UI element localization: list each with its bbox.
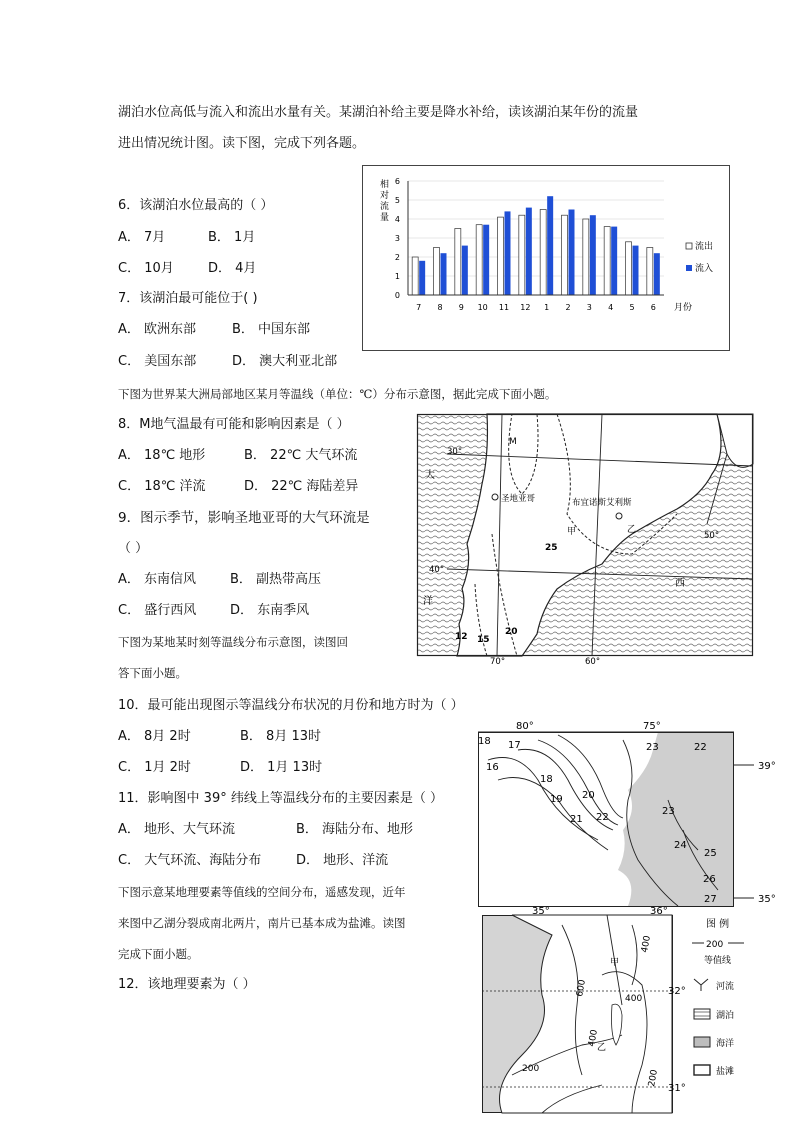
label-lat-32: 32°	[668, 986, 686, 997]
bar-outflow	[412, 257, 418, 295]
label-18b: 18	[540, 774, 553, 785]
bar-outflow	[540, 210, 546, 296]
bar-inflow	[526, 208, 532, 295]
q8-option-b[interactable]: B． 22℃ 大气环流	[244, 448, 358, 463]
intro3-line-1: 下图为某地某时刻等温线分布示意图，读图回	[118, 635, 348, 649]
label-lat-30: 30°	[447, 447, 463, 457]
q12-stem: 12．该地理要素为（ ）	[118, 977, 256, 992]
y-axis-label	[380, 178, 389, 223]
label-600: 600	[575, 978, 588, 998]
bar-inflow	[547, 196, 553, 295]
y-tick-label: 2	[394, 253, 400, 262]
bar-inflow	[441, 253, 447, 295]
label-19: 19	[550, 794, 563, 805]
legend-inflow-label: 流入	[695, 264, 714, 274]
legend-isoline-label: 等值线	[704, 956, 732, 966]
label-18: 18	[478, 736, 491, 747]
legend-title: 图 例	[706, 919, 730, 930]
legend-salt-label: 盐滩	[716, 1067, 735, 1077]
x-axis-label: 月份	[674, 303, 693, 313]
label-17: 17	[508, 740, 521, 751]
q8-stem: 8．M地气温最有可能和影响因素是（ ）	[118, 417, 350, 432]
label-xi: 西	[675, 578, 685, 589]
isotherm-map-39n	[478, 720, 794, 910]
label-lon-60: 60°	[585, 657, 601, 667]
label-iso-25: 25	[545, 543, 558, 553]
bar-inflow	[483, 225, 489, 295]
label-lon-80: 80°	[516, 721, 534, 732]
q11-option-c[interactable]: C． 大气环流、海陆分布	[118, 853, 262, 868]
legend-lake-label: 湖泊	[716, 1011, 735, 1021]
intro-line-2: 进出情况统计图。读下图，完成下列各题。	[118, 136, 366, 151]
q9-stem-paren: （ ）	[118, 541, 149, 556]
isoline-lake-map	[482, 905, 794, 1115]
legend-river-label: 河流	[716, 982, 735, 992]
bar-inflow	[611, 227, 617, 295]
q8-option-c[interactable]: C． 18℃ 洋流	[118, 479, 206, 494]
x-tick-label: 8	[437, 303, 443, 312]
label-iso-20: 20	[505, 627, 518, 637]
label-400a: 400	[640, 934, 653, 954]
legend-salt-swatch	[694, 1065, 710, 1075]
q6-stem: 6．该湖泊水位最高的（ ）	[118, 198, 274, 213]
label-400c: 400	[587, 1028, 600, 1048]
bar-outflow	[626, 242, 632, 295]
bar-outflow	[604, 227, 610, 295]
label-lon-75: 75°	[643, 721, 661, 732]
label-lat-31: 31°	[668, 1083, 686, 1094]
y-label-char: 流	[380, 202, 390, 212]
bar-inflow	[590, 215, 596, 295]
label-jia: 甲	[610, 958, 620, 968]
label-yi: 乙	[627, 525, 637, 535]
bar-inflow	[462, 246, 468, 295]
y-label-char: 量	[380, 213, 390, 223]
q11-option-b[interactable]: B． 海陆分布、地形	[296, 822, 414, 837]
intro-line-1: 湖泊水位高低与流入和流出水量有关。某湖泊补给主要是降水补给，读该湖泊某年份的流量	[118, 105, 639, 120]
y-tick-label: 4	[394, 215, 400, 224]
label-yang: 洋	[423, 596, 433, 607]
q6-option-c[interactable]: C． 10月	[118, 261, 174, 276]
legend-river-icon	[694, 979, 708, 991]
label-lat-40: 40°	[429, 565, 445, 575]
label-20: 20	[582, 790, 595, 801]
legend-value: 200	[706, 940, 724, 950]
y-label-char: 相	[380, 180, 390, 190]
label-23a: 23	[646, 742, 659, 753]
x-tick-label: 12	[520, 303, 531, 312]
x-tick-label: 7	[416, 303, 422, 312]
q7-option-c[interactable]: C． 美国东部	[118, 354, 197, 369]
q11-option-a[interactable]: A． 地形、大气环流	[118, 822, 236, 837]
label-m: M	[509, 437, 517, 447]
label-iso-15: 15	[477, 635, 490, 645]
intro4-line-3: 完成下面小题。	[118, 947, 199, 961]
label-lon-35: 35°	[532, 906, 550, 917]
label-lon-36: 36°	[650, 906, 668, 917]
label-lon-50: 50°	[704, 531, 720, 541]
bar-outflow	[519, 215, 525, 295]
x-tick-label: 5	[629, 303, 635, 312]
intro4-line-1: 下图示意某地理要素等值线的空间分布，遥感发现，近年	[118, 885, 406, 899]
x-tick-label: 10	[477, 303, 488, 312]
y-tick-label: 1	[394, 272, 400, 281]
q7-option-b[interactable]: B． 中国东部	[232, 322, 311, 337]
q10-option-b[interactable]: B． 8月 13时	[240, 729, 321, 744]
x-tick-label: 3	[586, 303, 592, 312]
intro2-text: 下图为世界某大洲局部地区某月等温线（单位：℃）分布示意图，据此完成下面小题。	[118, 387, 557, 401]
q11-stem: 11．影响图中 39° 纬线上等温线分布的主要因素是（ ）	[118, 791, 443, 806]
label-27: 27	[704, 894, 717, 905]
q7-option-a[interactable]: A． 欧洲东部	[118, 322, 197, 337]
bar-inflow	[505, 211, 511, 295]
bar-inflow	[569, 210, 575, 296]
legend-ocean-swatch	[694, 1037, 710, 1047]
label-200b: 200	[647, 1068, 660, 1088]
bar-inflow	[633, 246, 639, 295]
q8-option-d[interactable]: D． 22℃ 海陆差异	[244, 479, 359, 494]
label-22a: 22	[596, 812, 609, 823]
label-25: 25	[704, 848, 717, 859]
q10-option-a[interactable]: A． 8月 2时	[118, 729, 191, 744]
q6-option-b[interactable]: B． 1月	[208, 230, 256, 245]
y-tick-label: 0	[394, 291, 400, 300]
q9-option-a[interactable]: A． 东南信风	[118, 572, 197, 587]
x-tick-label: 6	[650, 303, 656, 312]
label-jia: 甲	[567, 527, 577, 537]
label-iso-12: 12	[455, 632, 468, 642]
bar-outflow	[455, 229, 461, 296]
x-tick-label: 9	[458, 303, 464, 312]
legend-lake-swatch	[694, 1009, 710, 1019]
label-24: 24	[674, 840, 687, 851]
x-tick-label: 1	[544, 303, 550, 312]
label-buenos-aires: 布宜诺斯艾利斯	[572, 498, 632, 508]
label-yi: 乙	[597, 1043, 607, 1053]
legend-outflow-swatch	[686, 243, 692, 249]
label-200a: 200	[522, 1064, 540, 1074]
bar-outflow	[498, 217, 504, 295]
bar-inflow	[419, 261, 425, 295]
y-label-char: 对	[380, 191, 390, 201]
legend-inflow-swatch	[686, 265, 692, 271]
x-tick-label: 11	[498, 303, 510, 312]
q6-option-d[interactable]: D． 4月	[208, 261, 257, 276]
q9-option-b[interactable]: B． 副热带高压	[230, 572, 322, 587]
label-400b: 400	[625, 994, 643, 1004]
intro3-line-2: 答下面小题。	[118, 666, 187, 680]
q9-option-d[interactable]: D． 东南季风	[230, 603, 310, 618]
bar-outflow	[583, 219, 589, 295]
y-tick-label: 5	[394, 196, 400, 205]
bar-outflow	[562, 215, 568, 295]
bar-outflow	[434, 248, 440, 296]
y-tick-label: 3	[394, 234, 400, 243]
q10-option-c[interactable]: C． 1月 2时	[118, 760, 191, 775]
flow-chart	[362, 165, 730, 351]
q7-stem: 7．该湖泊最可能位于( )	[118, 291, 258, 306]
label-22b: 22	[694, 742, 707, 753]
label-lat-35: 35°	[758, 894, 776, 905]
q10-option-d[interactable]: D． 1月 13时	[240, 760, 323, 775]
intro4-line-2: 来图中乙湖分裂成南北两片，南片已基本成为盐滩。读图	[118, 916, 406, 930]
q6-option-a[interactable]: A． 7月	[118, 230, 166, 245]
bar-inflow	[654, 253, 660, 295]
q11-option-d[interactable]: D． 地形、洋流	[296, 853, 389, 868]
label-26: 26	[703, 874, 716, 885]
x-tick-label: 2	[565, 303, 571, 312]
x-tick-label: 4	[608, 303, 614, 312]
south-america-isotherm-map	[417, 414, 753, 667]
y-tick-label: 6	[394, 177, 400, 186]
label-santiago: 圣地亚哥	[501, 494, 536, 504]
legend-ocean-label: 海洋	[716, 1039, 735, 1049]
q9-stem: 9．图示季节，影响圣地亚哥的大气环流是	[118, 510, 370, 526]
label-lat-39: 39°	[758, 761, 776, 772]
q10-stem: 10．最可能出现图示等温线分布状况的月份和地方时为（ ）	[118, 698, 464, 713]
q9-option-c[interactable]: C． 盛行西风	[118, 603, 197, 618]
label-16: 16	[486, 762, 499, 773]
legend-outflow-label: 流出	[695, 242, 714, 252]
bar-outflow	[476, 225, 482, 295]
bar-outflow	[647, 248, 653, 296]
q8-option-a[interactable]: A． 18℃ 地形	[118, 448, 206, 463]
q7-option-d[interactable]: D． 澳大利亚北部	[232, 354, 338, 369]
legend	[692, 917, 744, 1077]
label-lon-70: 70°	[490, 657, 506, 667]
label-da: 大	[425, 470, 435, 481]
label-23b: 23	[662, 806, 675, 817]
label-21: 21	[570, 814, 583, 825]
